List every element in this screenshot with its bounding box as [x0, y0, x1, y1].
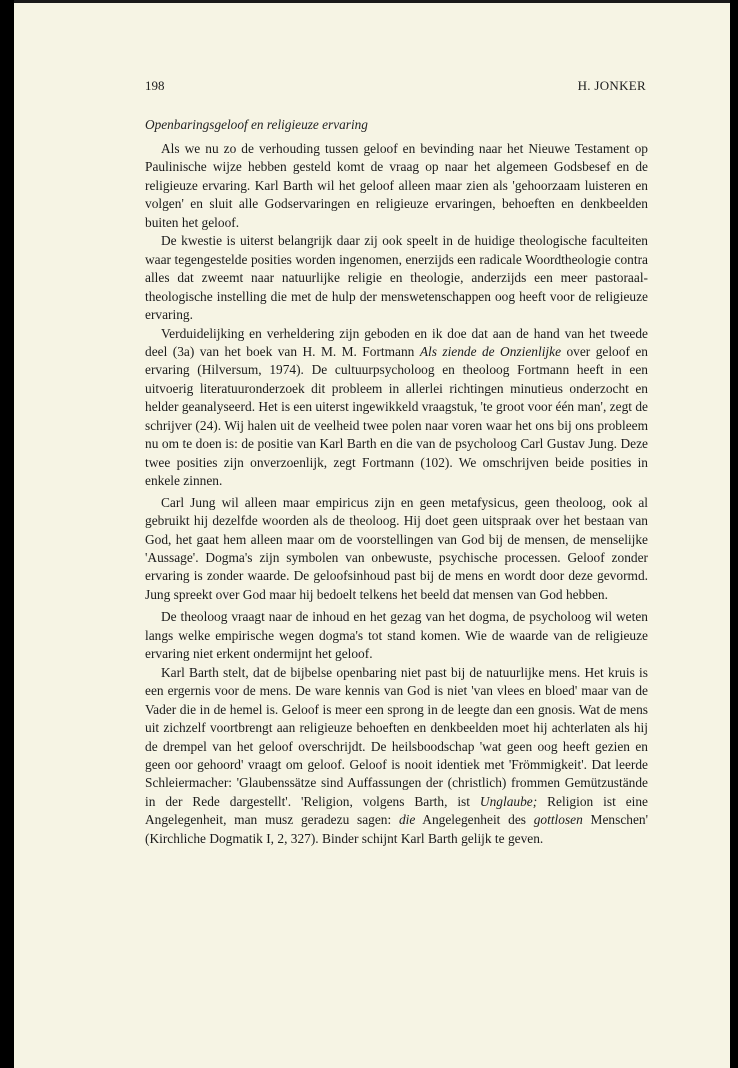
- paragraph-6-part-b: Religion ist eine Angelegenheit, man musz geradezu sagen:: [145, 793, 648, 828]
- die-italic: die: [398, 812, 416, 828]
- paragraph-2: De kwestie is uiterst belangrijk daar zij ook speelt in de huidige theologische faculteiten waar tegengestelde posities worden ingenomen, enerzijds een radicale Woordtheologie contra alles dat zweemt naar natuurlijke religie en theologie, anderzijds een meer pastoraal-theologische instelling die met de hulp der menswetenschappen oog heeft voor de religieuze ervaring.: [145, 233, 648, 323]
- author-name: H. JONKER: [577, 78, 646, 93]
- page-number: 198: [145, 78, 165, 93]
- paragraph-3-part-b: over geloof en ervaring (Hilversum, 1974). De cultuurpsycholoog en theoloog Fortmann heeft in een uitvoerig literatuuronderzoek dit probleem in allerlei richtingen minutieus onderzocht en helder geanalyseerd. Het is een uiterst ingewikkeld vraagstuk, 'te groot voor één man', zegt de schrijver (24). Wij halen uit de veelheid twee polen naar voren waar het ons bij ons probleem nu om te doen is: de positie van Karl Barth en die van de psycholoog Carl Gustav Jung. Deze twee posities zijn onverzoenlijk, zegt Fortmann (102). We omschrijven beide posities in enkele zinnen.: [145, 343, 648, 489]
- paragraph-5: De theoloog vraagt naar de inhoud en het gezag van het dogma, de psycholoog wil weten langs welke empirische wegen dogma's tot stand komen. Wie de waarde van de religieuze ervaring niet erkent ondermijnt het geloof.: [145, 609, 648, 662]
- paragraph-6-part-a: Karl Barth stelt, dat de bijbelse openbaring niet past bij de natuurlijke mens. Het kruis is een ergernis voor de mens. De ware kennis van God is niet 'van vlees en bloed' maar van de Vader die in de hemel is. Geloof is meer een sprong in de leegte dan een gnosis. Wat de mens uit zichzelf voortbrengt aan religieuze behoeften en denkbeelden moet hij achterlaten als hij de drempel van het geloof overschrijdt. De heilsboodschap 'wat geen oog heeft gezien en geen oor gehoord' vraagt om geloof. Geloof is nooit identiek met 'Frömmigkeit'. Dat leerde Schleiermacher: 'Glaubenssätze sind Auffassungen der (christlich) frommen Gemützustände in der Rede dargestellt'. 'Religion, volgens Barth, ist: [145, 664, 648, 809]
- paragraph-6-part-d: Menschen' (Kirchliche Dogmatik I, 2, 327). Binder schijnt Karl Barth gelijk te geven.: [145, 812, 649, 846]
- paragraph-4: Carl Jung wil alleen maar empiricus zijn en geen metafysicus, geen theoloog, ook al gebruikt hij dezelfde woorden als de theoloog. Hij doet geen uitspraak over het bestaan van God, het gaat hem alleen maar om de voorstellingen van God bij de mensen, de menselijke 'Aussage'. Dogma's zijn symbolen van onbewuste, psychische processen. Geloof zonder ervaring is zonder waarde. De geloofsinhoud past bij de mens en wordt door deze gevormd. Jung spreekt over God maar hij bedoelt telkens het beeld dat mensen van God hebben.: [145, 494, 648, 602]
- paragraph-3-part-a: Verduidelijking en verheldering zijn geboden en ik doe dat aan de hand van het tweede deel (3a) van het boek van H. M. M. Fortmann: [145, 325, 648, 359]
- paragraph-6-part-c: Angelegenheit des: [415, 812, 534, 828]
- unglaube-italic: Unglaube;: [479, 793, 538, 809]
- gottlosen-italic: gottlosen: [533, 812, 583, 828]
- paragraph-6: [145, 664, 648, 849]
- book-page: [14, 0, 730, 1068]
- paragraph-1: Als we nu zo de verhouding tussen geloof en bevinding naar het Nieuwe Testament op Paulinische wijze hebben gesteld komt de vraag op naar het algemeen Godsbesef en de religieuze ervaring. Karl Barth wil het geloof alleen maar zien als 'gehoorzaam luisteren en volgen' en sluit alle Godservaringen en religieuze ervaringen, behoeften en denkbeelden buiten het geloof.: [145, 141, 648, 230]
- section-title: Openbaringsgeloof en religieuze ervaring: [145, 117, 368, 132]
- body-text: [145, 140, 648, 848]
- paragraph-3: [145, 325, 648, 491]
- book-title-italic: Als ziende de Onzienlijke: [419, 343, 562, 359]
